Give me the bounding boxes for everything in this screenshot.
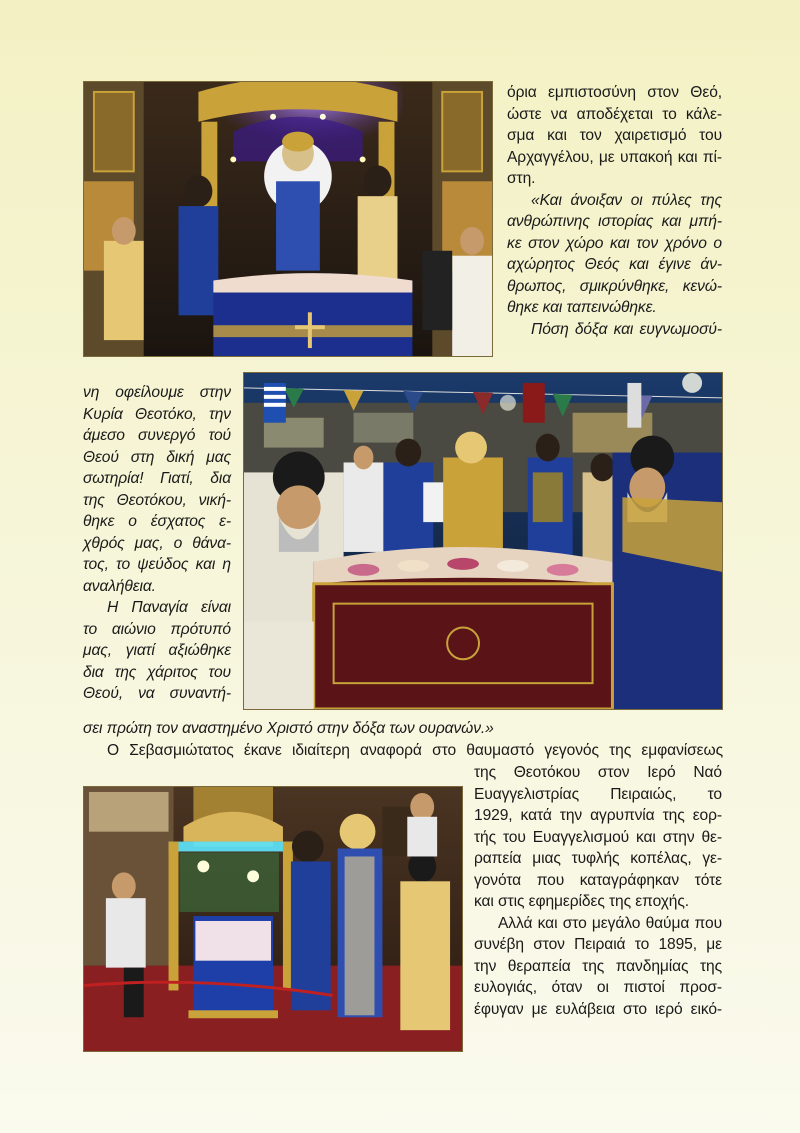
- quote-line: άμεσο συνεργό τού: [83, 427, 231, 444]
- text-line: συνέβη στον Πειραιά το 1895, με: [474, 936, 722, 953]
- text-line: στη.: [507, 170, 536, 187]
- quote-line: δια της χάριτος του: [83, 663, 231, 681]
- photo-epitaph-liturgy: [83, 81, 493, 357]
- text-line: ώστε να αποδέχεται το κάλε-: [507, 105, 722, 123]
- quote-line: κε στον χώρο και τον χρόνο ο: [507, 234, 722, 252]
- quote-line: τος, το ψεύδος και η: [83, 556, 231, 573]
- quote-line: Θεού στη δική μας: [83, 448, 231, 466]
- quote-line: το αιώνιο πρότυπό: [83, 620, 231, 638]
- quote-line: νη οφείλουμε στην: [83, 384, 231, 401]
- photo-epitaph-church: [83, 786, 463, 1052]
- text-line: ευλογιάς, όταν οι πιστοί προσ-: [474, 979, 722, 996]
- text-line: όρια εμπιστοσύνη στον Θεό,: [507, 84, 722, 101]
- text-line: της Θεοτόκου στον Ιερό Ναό: [474, 764, 722, 781]
- text-line: την θεραπεία της πανδημίας της: [474, 957, 722, 975]
- text-line: Αρχαγγέλου, με υπακοή και πί-: [507, 148, 722, 166]
- text-line: και στις εφημερίδες της εποχής.: [474, 893, 690, 910]
- quote-line: Κυρία Θεοτόκο, την: [83, 405, 231, 423]
- quote-line: σωτηρία! Γιατί, δια: [83, 470, 231, 487]
- text-line: ραπεία μιας τυφλής κοπέλας, γε-: [474, 850, 722, 867]
- quote-line: Η Παναγία είναι: [107, 599, 231, 616]
- text-line: σμα και τον χαιρετισμό του: [507, 127, 722, 144]
- text-line: Αλλά και στο μεγάλο θαύμα που: [498, 914, 722, 932]
- text-column-middle-left: [83, 382, 231, 705]
- quote-line: θηκε και ταπεινώθηκε.: [507, 299, 657, 316]
- text-line: Ευαγγελιστρίας Πειραιώς, το: [474, 785, 722, 803]
- quote-line: αχώρητος Θεός και έγινε άν-: [507, 256, 722, 273]
- quote-line: μας, γιατί αξιώθηκε: [83, 642, 231, 659]
- text-line: έφυγαν με ευλάβεια στο ιερό εικό-: [474, 1000, 722, 1018]
- text-full-width: [83, 718, 723, 761]
- text-line: γονότα που καταγράφηκαν τότε: [474, 871, 722, 889]
- quote-line: θηκε ο έσχατος ε-: [83, 513, 231, 530]
- text-line: 1929, κατά την αγρυπνία της εορ-: [474, 807, 722, 824]
- quote-line: χθρός μας, ο θάνα-: [83, 534, 231, 552]
- quote-line: «Και άνοιξαν οι πύλες της: [531, 191, 722, 209]
- photo-epitaph-procession: [243, 372, 723, 710]
- quote-line: Πόση δόξα και ευγνωμοσύ-: [531, 320, 722, 338]
- quote-end-line: σει πρώτη τον αναστημένο Χριστό στην δόξα των ουρανών.»: [83, 720, 494, 737]
- quote-line: Θεού, να συναντή-: [83, 685, 231, 702]
- text-column-top-right: [507, 82, 722, 340]
- paragraph-start-line: Ο Σεβασμιώτατος έκανε ιδιαίτερη αναφορά στο θαυμαστό γεγονός της εμφανίσεως: [107, 741, 723, 759]
- quote-line: ανθρώπινης ιστορίας και μπή-: [507, 213, 722, 230]
- quote-line: της Θεοτόκου, νική-: [83, 491, 231, 509]
- text-line: τής του Ευαγγελισμού και στην θε-: [474, 828, 722, 846]
- text-column-bottom-right: [474, 762, 722, 1020]
- quote-line: θρωπος, σμικρύνθηκε, κενώ-: [507, 277, 722, 295]
- quote-line: αναλήθεια.: [83, 577, 156, 595]
